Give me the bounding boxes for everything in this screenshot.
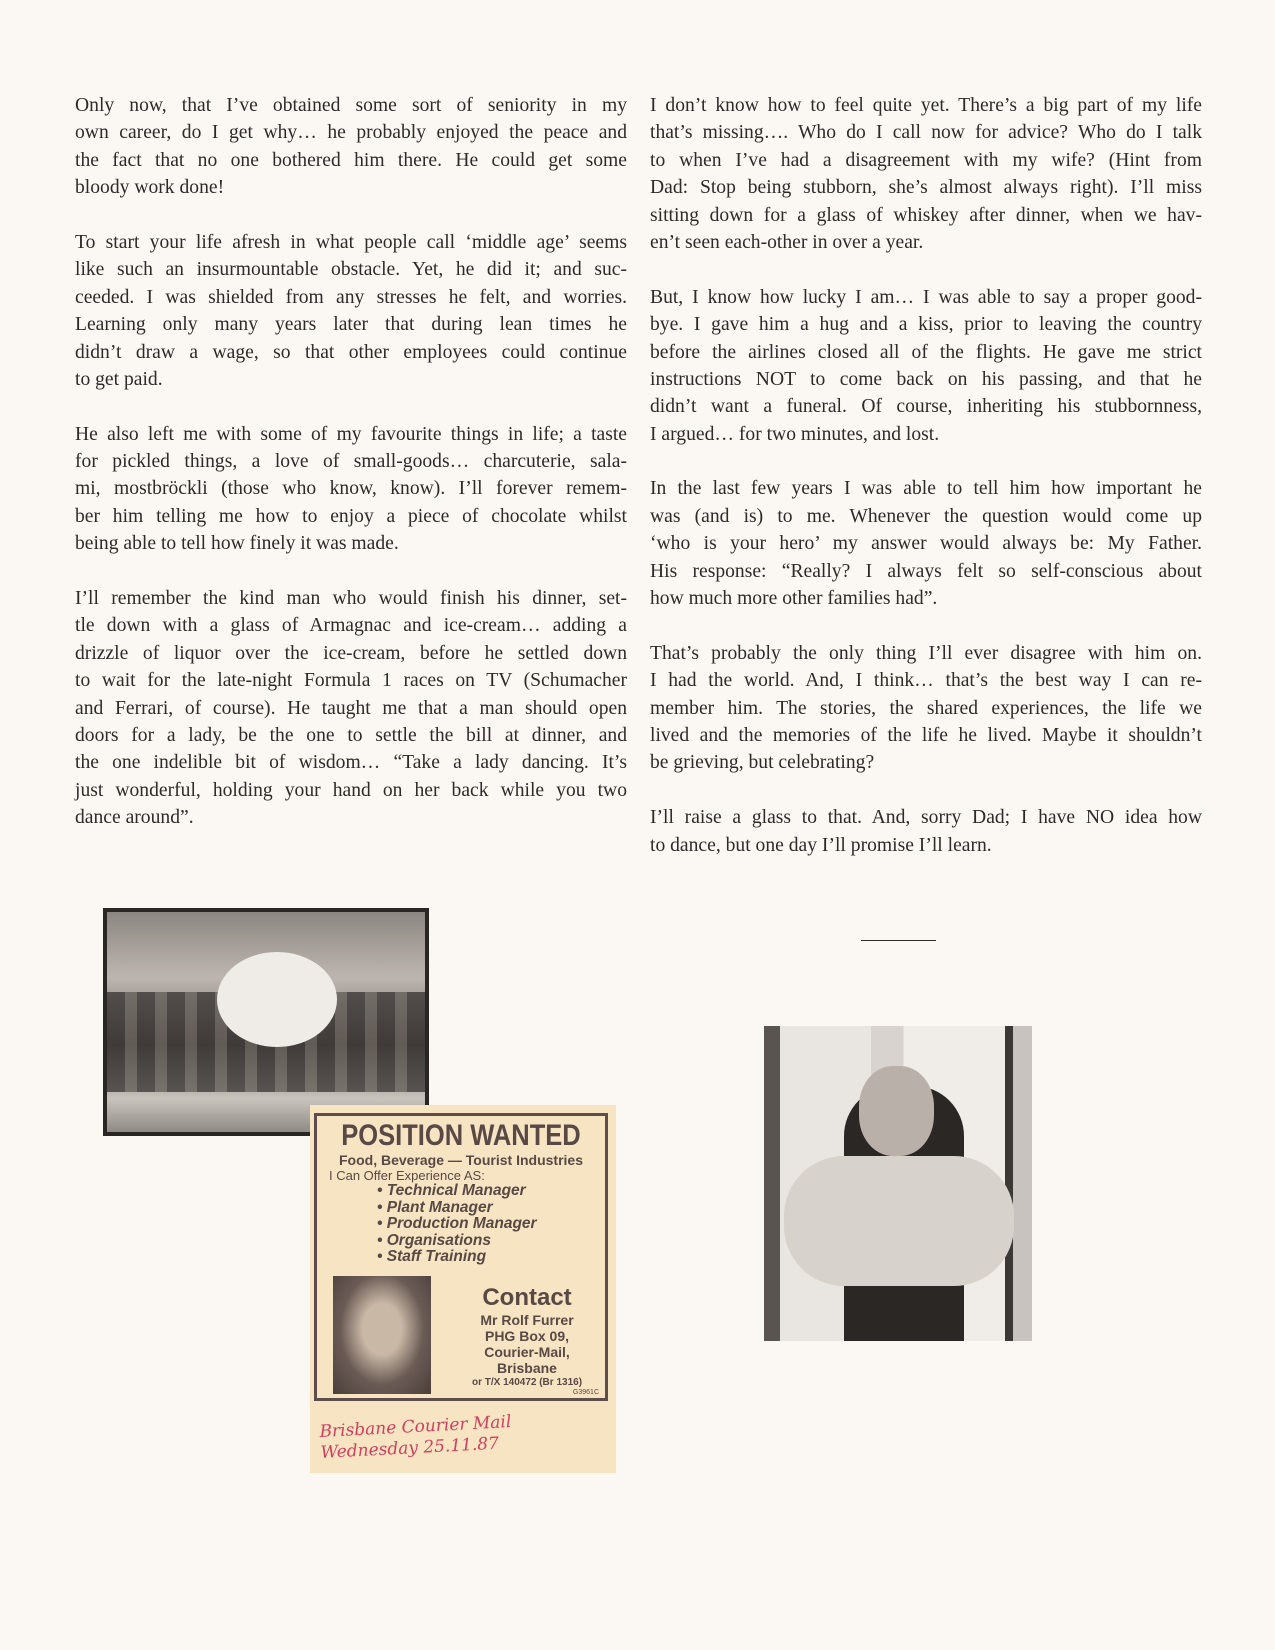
- text-line: lived and the memories of the life he lived. Maybe it shouldn’t: [650, 724, 1202, 746]
- contact-line: PHG Box 09,: [484, 1328, 570, 1344]
- text-line: en’t seen each-other in over a year.: [650, 231, 924, 253]
- text-line: own career, do I get why… he probably enjoyed the peace and: [75, 122, 627, 144]
- text-line: He also left me with some of my favourite things in life; a taste: [75, 423, 627, 445]
- clipping-contact: [447, 1284, 607, 1390]
- clipping-portrait-photo: [333, 1276, 431, 1394]
- text-line: was (and is) to me. Whenever the question would come up: [650, 505, 1202, 527]
- wedding-photo-image: [107, 912, 425, 1132]
- handwritten-line: Wednesday 25.11.87: [320, 1433, 500, 1463]
- text-line: ‘who is your hero’ my answer would always be: My Father.: [650, 533, 1202, 555]
- handwritten-line: Brisbane Courier Mail: [319, 1412, 512, 1443]
- text-line: I’ll remember the kind man who would finish his dinner, set-: [75, 588, 627, 610]
- text-line: the one indelible bit of wisdom… “Take a lady dancing. It’s: [75, 752, 627, 774]
- contact-line: Brisbane: [497, 1360, 557, 1376]
- text-line: I had the world. And, I think… that’s the best way I can re-: [650, 670, 1202, 692]
- photo-head: [859, 1066, 934, 1156]
- text-line: to wait for the late-night Formula 1 races on TV (Schumacher: [75, 670, 627, 692]
- text-line: being able to tell how finely it was made.: [75, 533, 399, 555]
- clipping-item: • Technical Manager: [377, 1182, 526, 1199]
- text-line: for pickled things, a love of small-goods… charcuterie, sala-: [75, 451, 627, 473]
- photo-bride: [217, 952, 337, 1047]
- text-line: bloody work done!: [75, 177, 225, 199]
- paragraph: [650, 475, 1202, 612]
- clipping-item: • Staff Training: [377, 1248, 487, 1265]
- clipping-subtitle: Food, Beverage — Tourist Industries: [338, 1152, 583, 1168]
- contact-heading: Contact: [482, 1284, 572, 1311]
- text-line: how much more other families had”.: [650, 588, 938, 610]
- text-line: just wonderful, holding your hand on her back while you two: [75, 779, 627, 801]
- clipping-item: • Plant Manager: [377, 1198, 493, 1216]
- section-divider: [861, 940, 936, 941]
- text-line: bye. I gave him a hug and a kiss, prior to leaving the country: [650, 314, 1202, 336]
- text-line: member him. The stories, the shared experiences, the life we: [650, 697, 1202, 719]
- paragraph: [75, 92, 627, 202]
- paragraph: [75, 229, 627, 393]
- wedding-photo: [103, 908, 429, 1136]
- text-line: and Ferrari, of course). He taught me that a man should open: [75, 697, 627, 719]
- contact-line: Mr Rolf Furrer: [480, 1312, 574, 1328]
- text-line: instructions NOT to come back on his passing, and that he: [650, 368, 1202, 390]
- paragraph: [650, 92, 1202, 256]
- text-line: the fact that no one bothered him there. He could get some: [75, 149, 627, 171]
- paragraph: [650, 284, 1202, 448]
- text-line: In the last few years I was able to tell him how important he: [650, 478, 1202, 500]
- text-line: But, I know how lucky I am… I was able to say a proper good-: [650, 286, 1202, 308]
- paragraph: [650, 804, 1202, 859]
- text-line: dance around”.: [75, 807, 194, 829]
- hug-photo: [764, 1026, 1032, 1341]
- text-line: didn’t draw a wage, so that other employees could continue: [75, 341, 627, 363]
- text-line: didn’t want a funeral. Of course, inheriting his stubbornness,: [650, 396, 1202, 418]
- text-line: That’s probably the only thing I’ll ever disagree with him on.: [650, 642, 1202, 664]
- text-line: ceeded. I was shielded from any stresses he felt, and worries.: [75, 286, 627, 308]
- text-line: to get paid.: [75, 368, 163, 390]
- text-line: to dance, but one day I’ll promise I’ll learn.: [650, 834, 992, 856]
- text-line: doors for a lady, be the one to settle the bill at dinner, and: [75, 724, 627, 746]
- clipping-offer: I Can Offer Experience AS:: [329, 1168, 485, 1183]
- text-line: before the airlines closed all of the flights. He gave me strict: [650, 341, 1202, 363]
- right-text-column: [650, 92, 1202, 886]
- text-line: To start your life afresh in what people call ‘middle age’ seems: [75, 231, 627, 253]
- text-line: I don’t know how to feel quite yet. There’s a big part of my life: [650, 95, 1202, 116]
- newspaper-clipping: [310, 1105, 616, 1473]
- text-line: drizzle of liquor over the ice-cream, before he settled down: [75, 642, 627, 664]
- paragraph: [75, 421, 627, 558]
- clipping-ad-box: [314, 1113, 608, 1401]
- clipping-title: POSITION WANTED: [341, 1119, 581, 1152]
- text-line: to when I’ve had a disagreement with my wife? (Hint from: [650, 149, 1202, 171]
- text-line: that’s missing…. Who do I call now for advice? Who do I talk: [650, 122, 1202, 144]
- paragraph: [650, 640, 1202, 777]
- photo-embrace: [784, 1156, 1014, 1286]
- text-line: Only now, that I’ve obtained some sort of seniority in my: [75, 95, 627, 116]
- text-line: mi, mostbröckli (those who know, know). I’ll forever remem-: [75, 478, 627, 500]
- text-line: like such an insurmountable obstacle. Yet, he did it; and suc-: [75, 259, 627, 281]
- contact-phone: or T/X 140472 (Br 1316): [471, 1377, 583, 1388]
- text-line: be grieving, but celebrating?: [650, 752, 875, 774]
- clipping-code: G3961C: [572, 1389, 599, 1396]
- paragraph: [75, 585, 627, 832]
- text-line: I’ll raise a glass to that. And, sorry Dad; I have NO idea how: [650, 807, 1202, 829]
- clipping-item: • Production Manager: [377, 1215, 537, 1232]
- text-line: His response: “Really? I always felt so self-conscious about: [650, 560, 1202, 582]
- left-text-column: [75, 92, 627, 859]
- text-line: tle down with a glass of Armagnac and ice-cream… adding a: [75, 615, 627, 637]
- text-line: Learning only many years later that during lean times he: [75, 314, 627, 336]
- text-line: I argued… for two minutes, and lost.: [650, 423, 940, 445]
- text-line: ber him telling me how to enjoy a piece of chocolate whilst: [75, 505, 627, 527]
- contact-line: Courier-Mail,: [484, 1344, 570, 1360]
- clipping-item: • Organisations: [377, 1231, 491, 1249]
- text-line: sitting down for a glass of whiskey after dinner, when we hav-: [650, 204, 1202, 226]
- handwritten-note: [319, 1412, 513, 1464]
- text-line: Dad: Stop being stubborn, she’s almost always right). I’ll miss: [650, 177, 1202, 199]
